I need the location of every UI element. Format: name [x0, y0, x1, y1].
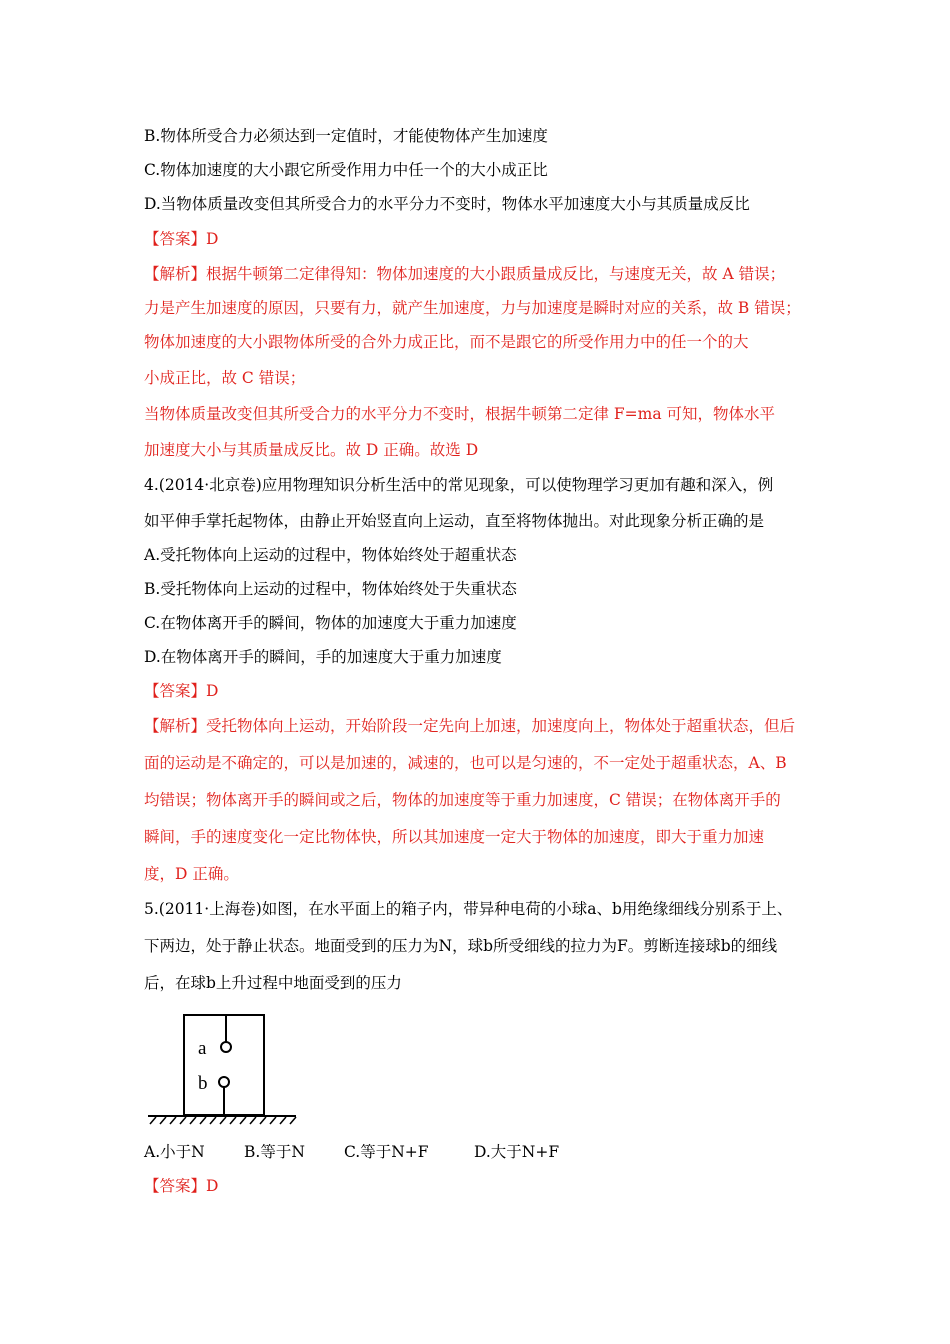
q4-analysis-line-1 — [144, 716, 795, 736]
q5-option-d: D.大于N+F — [474, 1143, 560, 1161]
q4-stem-line-1: 4.(2014·北京卷)应用物理知识分析生活中的常见现象，可以使物理学习更加有趣和深入，例 — [144, 476, 774, 494]
q5-stem-line-3: 后，在球b上升过程中地面受到的压力 — [144, 974, 402, 992]
analysis-label: 【解析】 — [144, 717, 207, 735]
q4-answer — [144, 681, 218, 701]
q3-analysis-line-6: 加速度大小与其质量成反比。故 D 正确。故选 D — [144, 441, 479, 459]
ball-b-label: b — [198, 1073, 208, 1094]
q4-analysis-line-2: 面的运动是不确定的，可以是加速的，减速的，也可以是匀速的，不一定处于超重状态，A、B — [144, 754, 787, 772]
q5-option-c: C.等于N+F — [344, 1143, 429, 1161]
q5-answer — [144, 1176, 218, 1196]
q5-stem-line-2: 下两边，处于静止状态。地面受到的压力为N，球b所受细线的拉力为F。剪断连接球b的细线 — [144, 937, 778, 955]
q3-option-d: D.当物体质量改变但其所受合力的水平分力不变时，物体水平加速度大小与其质量成反比 — [144, 195, 750, 213]
q4-analysis-line-4: 瞬间，手的速度变化一定比物体快，所以其加速度一定大于物体的加速度，即大于重力加速 — [144, 828, 765, 846]
q3-analysis-line-4: 小成正比，故 C 错误； — [144, 369, 306, 387]
q3-option-c: C.物体加速度的大小跟它所受作用力中任一个的大小成正比 — [144, 161, 548, 179]
q4-option-b: B.受托物体向上运动的过程中，物体始终处于失重状态 — [144, 580, 517, 598]
q3-answer — [144, 229, 218, 249]
answer-value: D — [206, 682, 219, 700]
analysis-label: 【解析】 — [144, 265, 207, 283]
q4-option-a: A.受托物体向上运动的过程中，物体始终处于超重状态 — [144, 546, 517, 564]
q3-analysis-line-1 — [144, 264, 785, 284]
answer-label: 【答案】 — [144, 230, 207, 248]
ball-a-label: a — [198, 1038, 207, 1059]
q5-option-a: A.小于N — [144, 1143, 205, 1161]
q3-analysis-line-2: 力是产生加速度的原因，只要有力，就产生加速度，力与加速度是瞬时对应的关系，故 B 错误； — [144, 299, 801, 317]
q5-stem-line-1: 5.(2011·上海卷)如图，在水平面上的箱子内，带异种电荷的小球a、b用绝缘细线分别系于上、 — [144, 900, 793, 918]
q4-option-c: C.在物体离开手的瞬间，物体的加速度大于重力加速度 — [144, 614, 517, 632]
ball-a — [221, 1042, 231, 1052]
analysis-text: 根据牛顿第二定律得知：物体加速度的大小跟质量成反比，与速度无关，故 A 错误； — [206, 265, 786, 283]
q3-analysis-line-3: 物体加速度的大小跟物体所受的合外力成正比，而不是跟它的所受作用力中的任一个的大 — [144, 333, 749, 351]
q4-stem-line-2: 如平伸手掌托起物体，由静止开始竖直向上运动，直至将物体抛出。对此现象分析正确的是 — [144, 512, 765, 530]
q3-analysis-line-5: 当物体质量改变但其所受合力的水平分力不变时，根据牛顿第二定律 F=ma 可知，物体水平 — [144, 405, 776, 423]
answer-label: 【答案】 — [144, 682, 207, 700]
q5-option-b: B.等于N — [244, 1143, 305, 1161]
answer-value: D — [206, 1177, 219, 1195]
q3-option-b: B.物体所受合力必须达到一定值时，才能使物体产生加速度 — [144, 127, 548, 145]
q4-option-d: D.在物体离开手的瞬间，手的加速度大于重力加速度 — [144, 648, 502, 666]
q4-analysis-line-5: 度，D 正确。 — [144, 865, 239, 883]
answer-label: 【答案】 — [144, 1177, 207, 1195]
box-diagram-figure — [144, 1010, 304, 1130]
q5-options — [144, 1142, 559, 1162]
ground-hatching — [150, 1117, 296, 1124]
ball-b — [219, 1077, 229, 1087]
analysis-text: 受托物体向上运动，开始阶段一定先向上加速，加速度向上，物体处于超重状态，但后 — [206, 717, 796, 735]
answer-value: D — [206, 230, 219, 248]
q4-analysis-line-3: 均错误；物体离开手的瞬间或之后，物体的加速度等于重力加速度，C 错误；在物体离开手的 — [144, 791, 781, 809]
